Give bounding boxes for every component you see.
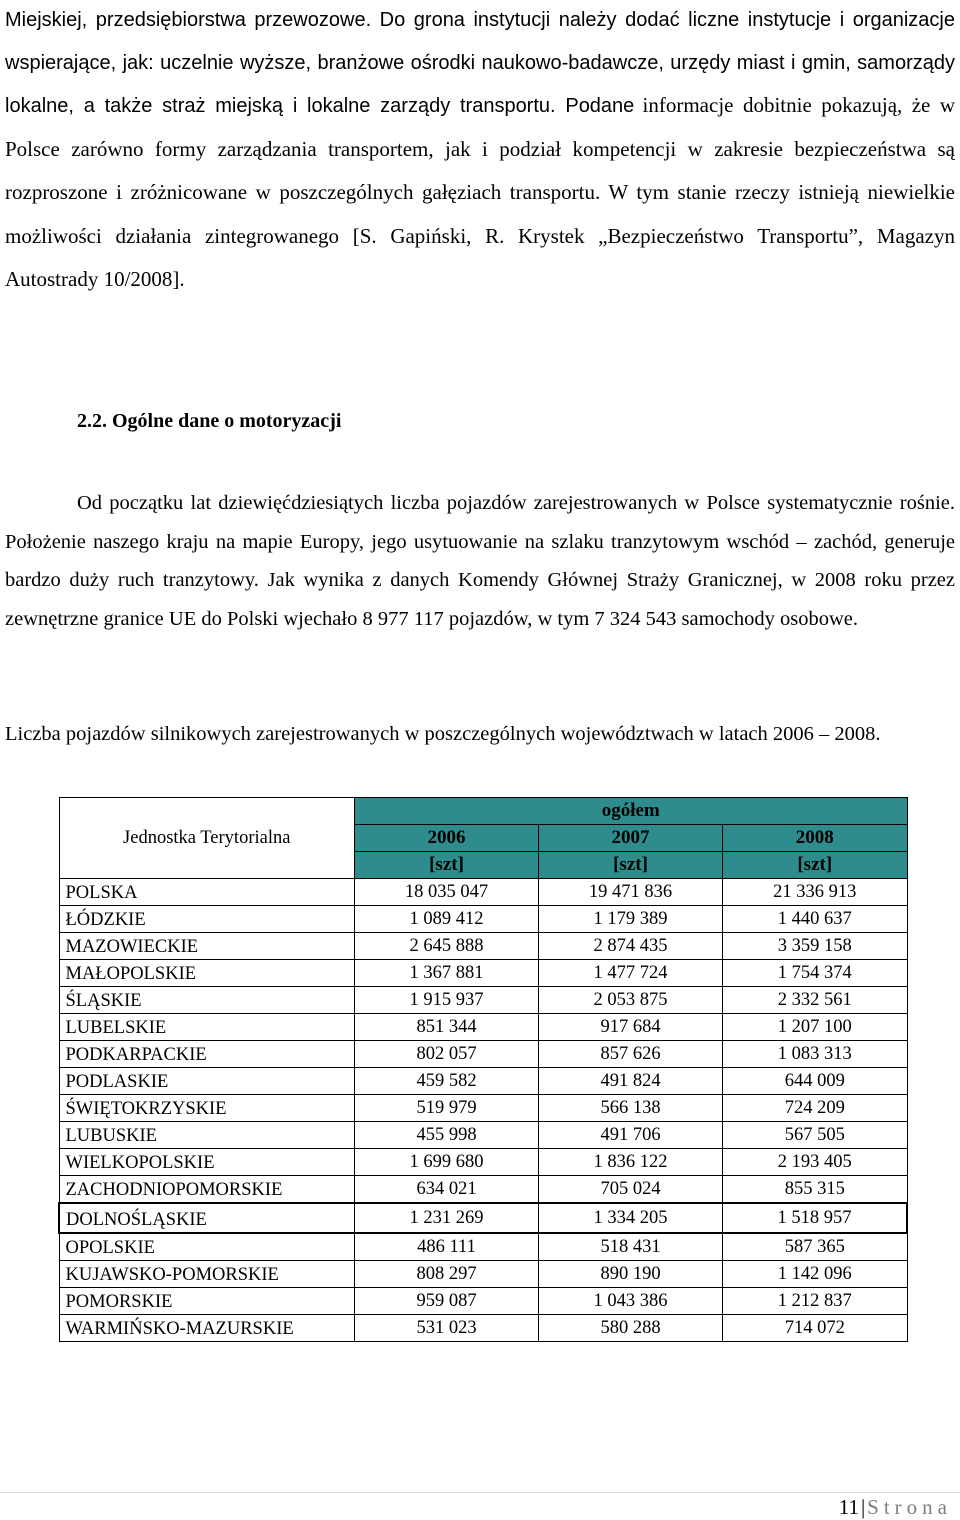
vehicle-count-cell: 519 979	[355, 1095, 539, 1122]
vehicle-count-cell: 1 699 680	[355, 1149, 539, 1176]
vehicle-count-cell: 567 505	[723, 1122, 908, 1149]
vehicle-count-cell: 1 334 205	[539, 1203, 723, 1233]
region-name: WARMIŃSKO-MAZURSKIE	[59, 1315, 355, 1342]
region-name: ŁÓDZKIE	[59, 906, 355, 933]
table-row	[59, 906, 907, 933]
vehicle-count-cell: 566 138	[539, 1095, 723, 1122]
intro-paragraph	[5, 0, 955, 303]
table-row	[59, 1149, 907, 1176]
unit-header: [szt]	[723, 852, 908, 879]
vehicle-count-cell: 714 072	[723, 1315, 908, 1342]
unit-header: [szt]	[355, 852, 539, 879]
table-row	[59, 1176, 907, 1204]
vehicle-count-cell: 19 471 836	[539, 879, 723, 906]
table-row	[59, 933, 907, 960]
table-row	[59, 1095, 907, 1122]
section-heading: 2.2. Ogólne dane o motoryzacji	[77, 410, 342, 432]
region-name: ZACHODNIOPOMORSKIE	[59, 1176, 355, 1204]
vehicle-count-cell: 855 315	[723, 1176, 908, 1204]
vehicle-count-cell: 1 231 269	[355, 1203, 539, 1233]
table-row	[59, 960, 907, 987]
intro-paragraph-serif: informacje dobitnie pokazują, że w Polsce zarówno formy zarządzania transportem, jak i podział kompetencji w zakresie bezpieczeństwa są rozproszone i zróżnicowane w poszczególnych gałęziach transportu. W tym stanie rzeczy istnieją niewielkie możliwości działania zintegrowanego [S. Gapiński, R. Krystek „Bezpieczeństwo Transportu”, Magazyn Autostrady 10/2008].	[5, 93, 956, 291]
table-row	[59, 1068, 907, 1095]
region-name: OPOLSKIE	[59, 1233, 355, 1261]
footer-divider	[0, 1492, 960, 1493]
vehicle-count-cell: 917 684	[539, 1014, 723, 1041]
year-header: 2008	[723, 825, 908, 852]
vehicle-count-cell: 21 336 913	[723, 879, 908, 906]
vehicle-count-cell: 2 874 435	[539, 933, 723, 960]
region-name: LUBELSKIE	[59, 1014, 355, 1041]
vehicle-count-cell: 18 035 047	[355, 879, 539, 906]
region-name: POLSKA	[59, 879, 355, 906]
vehicle-count-cell: 1 440 637	[723, 906, 908, 933]
table-caption: Liczba pojazdów silnikowych zarejestrowanych w poszczególnych województwach w latach 2006 – 2008.	[5, 723, 881, 745]
intro-paragraph-sans: Miejskiej, przedsiębiorstwa przewozowe. Do grona instytucji należy dodać liczne instytucje i organizacje wspierające, jak: uczelnie wyższe, branżowe ośrodki naukowo-badawcze, urzędy miast i gmin, samorządy lokalne, a także straż miejską i lokalne zarządy transportu. Podane	[5, 9, 955, 117]
vehicle-count-cell: 2 193 405	[723, 1149, 908, 1176]
vehicle-count-cell: 1 212 837	[723, 1288, 908, 1315]
page-footer	[839, 1495, 952, 1520]
vehicle-count-cell: 1 207 100	[723, 1014, 908, 1041]
table-row	[59, 1203, 907, 1233]
vehicle-count-cell: 1 367 881	[355, 960, 539, 987]
region-name: MAŁOPOLSKIE	[59, 960, 355, 987]
vehicle-count-cell: 518 431	[539, 1233, 723, 1261]
vehicle-count-cell: 1 915 937	[355, 987, 539, 1014]
vehicle-count-cell: 1 179 389	[539, 906, 723, 933]
vehicle-count-cell: 1 083 313	[723, 1041, 908, 1068]
vehicle-count-cell: 491 824	[539, 1068, 723, 1095]
vehicle-count-cell: 808 297	[355, 1261, 539, 1288]
region-name: POMORSKIE	[59, 1288, 355, 1315]
vehicle-count-cell: 959 087	[355, 1288, 539, 1315]
region-name: MAZOWIECKIE	[59, 933, 355, 960]
vehicle-count-cell: 1 477 724	[539, 960, 723, 987]
table-row	[59, 1041, 907, 1068]
vehicle-count-cell: 1 089 412	[355, 906, 539, 933]
vehicle-count-cell: 459 582	[355, 1068, 539, 1095]
year-header: 2006	[355, 825, 539, 852]
vehicle-count-cell: 851 344	[355, 1014, 539, 1041]
vehicle-count-cell: 2 053 875	[539, 987, 723, 1014]
vehicle-count-cell: 1 142 096	[723, 1261, 908, 1288]
region-name: PODLASKIE	[59, 1068, 355, 1095]
region-name: ŚLĄSKIE	[59, 987, 355, 1014]
vehicle-count-cell: 580 288	[539, 1315, 723, 1342]
table-row	[59, 1014, 907, 1041]
group-header: ogółem	[355, 798, 908, 825]
vehicle-count-cell: 1 836 122	[539, 1149, 723, 1176]
region-name: KUJAWSKO-POMORSKIE	[59, 1261, 355, 1288]
footer-separator: |	[860, 1495, 866, 1519]
vehicle-count-cell: 2 645 888	[355, 933, 539, 960]
vehicle-count-cell: 2 332 561	[723, 987, 908, 1014]
table-row	[59, 987, 907, 1014]
region-name: WIELKOPOLSKIE	[59, 1149, 355, 1176]
footer-word: Strona	[867, 1495, 952, 1519]
vehicle-count-cell: 634 021	[355, 1176, 539, 1204]
table-row	[59, 1261, 907, 1288]
vehicle-count-cell: 3 359 158	[723, 933, 908, 960]
vehicle-count-cell: 491 706	[539, 1122, 723, 1149]
page-number: 11	[838, 1495, 859, 1519]
table-row	[59, 1315, 907, 1342]
region-name: PODKARPACKIE	[59, 1041, 355, 1068]
vehicle-count-cell: 1 754 374	[723, 960, 908, 987]
vehicles-table	[58, 797, 908, 1342]
vehicle-count-cell: 1 518 957	[723, 1203, 908, 1233]
vehicle-count-cell: 644 009	[723, 1068, 908, 1095]
table-row	[59, 1233, 907, 1261]
motorization-paragraph: Od początku lat dziewięćdziesiątych liczba pojazdów zarejestrowanych w Polsce systematycznie rośnie. Położenie naszego kraju na mapie Europy, jego usytuowanie na szlaku tranzytowym wschód – zachód, generuje bardzo duży ruch tranzytowy. Jak wynika z danych Komendy Głównej Straży Granicznej, w 2008 roku przez zewnętrzne granice UE do Polski wjechało 8 977 117 pojazdów, w tym 7 324 543 samochody osobowe.	[5, 492, 955, 630]
vehicle-count-cell: 486 111	[355, 1233, 539, 1261]
table-row	[59, 879, 907, 906]
unit-header: [szt]	[539, 852, 723, 879]
table-row	[59, 1122, 907, 1149]
vehicle-count-cell: 724 209	[723, 1095, 908, 1122]
vehicle-count-cell: 1 043 386	[539, 1288, 723, 1315]
vehicle-count-cell: 890 190	[539, 1261, 723, 1288]
year-header: 2007	[539, 825, 723, 852]
vehicle-count-cell: 455 998	[355, 1122, 539, 1149]
region-name: LUBUSKIE	[59, 1122, 355, 1149]
column-header-unit: Jednostka Terytorialna	[59, 798, 355, 879]
vehicle-count-cell: 857 626	[539, 1041, 723, 1068]
region-name: DOLNOŚLĄSKIE	[59, 1203, 355, 1233]
vehicle-count-cell: 802 057	[355, 1041, 539, 1068]
table-row	[59, 1288, 907, 1315]
region-name: ŚWIĘTOKRZYSKIE	[59, 1095, 355, 1122]
vehicle-count-cell: 531 023	[355, 1315, 539, 1342]
vehicle-count-cell: 587 365	[723, 1233, 908, 1261]
vehicle-count-cell: 705 024	[539, 1176, 723, 1204]
